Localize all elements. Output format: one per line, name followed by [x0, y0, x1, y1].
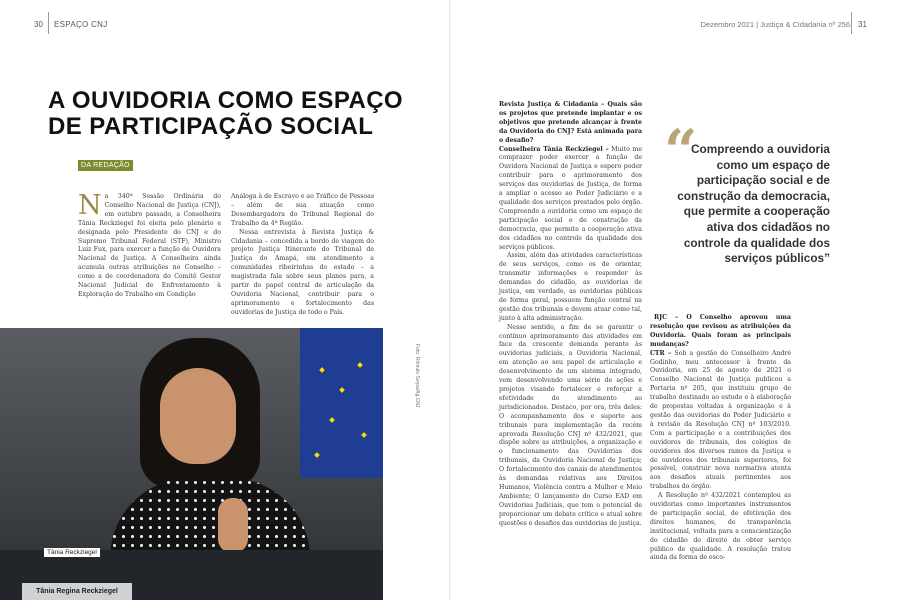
- dropcap: N: [78, 190, 102, 221]
- photo-caption: Tânia Reckziegel: [44, 548, 100, 557]
- answer-1-speaker: Conselheira Tânia Reckziegel –: [499, 145, 609, 153]
- header-divider-right: [851, 12, 852, 34]
- issue-meta: Dezembro 2021 | Justiça & Cidadania nº 256: [700, 20, 850, 29]
- column-1: [78, 190, 221, 300]
- answer-1-paragraph-2: Assim, além das atividades características de seus serviços, como os de orientar, transmitir informações e responder às demandas do cidadão, as ouvidorias de justiça, em verdade, as ouvidorias públicas de forma geral, possuem função central na gestão dos tribunais e devem atuar como tal, junto à alta administração.: [499, 252, 642, 322]
- column-3: [499, 101, 642, 529]
- question-2: RJC – O Conselho aprovou uma resolução que revisou as atribuições da Ouvidoria. Quais foram as principais mudanças?: [650, 314, 791, 348]
- question-1: Revista Justiça & Cidadania – Quais são os projetos que pretende implantar e os objetivos que pretende alcançar à frente da Ouvidoria do CNJ? Está animada para o desafio?: [499, 101, 642, 144]
- header-divider-left: [48, 12, 49, 34]
- article-title: A OUVIDORIA COMO ESPAÇO DE PARTICIPAÇÃO SOCIAL: [48, 87, 403, 140]
- answer-1: Muito me comprazer poder exercer a função de Ouvidora Nacional de Justiça e espero poder contribuir para o aprimoramento dos serviços das ouvidorias de Justiça, de forma a ampliar o acesso ao Poder Judiciário e a qualidade dos serviços prestados pelo órgão. Compreendo a ouvidoria como um espaço de participação social e de construção da democracia, que permite a cooperação ativa dos cidadãos no controle da qualidade dos serviços públicos.: [499, 145, 642, 251]
- answer-1-paragraph-3: Nesse sentido, a fim de se garantir o contínuo aprimoramento das atividades em face da crescente demanda perante às ouvidorias judiciais, a Ouvidoria Nacional, em atenção ao seu papel de articulação e desenvolvimento de um sistema integrado, vem desenvolvendo uma série de ações e projetos visando fortalecer e reforçar a efetividade do atendimento ao jurisdicionados. Destaco, por ora, três deles: O acompanhamento dos e suporte aos tribunais para implementação da recém aprovada Resolução CNJ nº 432/2021, que dispõe sobre as atribuições, a organização e o funcionamento das Ouvidorias dos tribunais, da Ouvidoria Nacional de Justiça; O fortalecimento dos canais de atendimentos às demandas relativas aos Direitos Humanos, Violência contra a Mulher e Meio Ambiente; O lançamento do Curso EAD em Ouvidorias Judiciais, que tem o potencial de proporcionar um debate crítico e atual sobre questões e desafios das ouvidorias de justiça.: [499, 323, 642, 527]
- portrait-photo: [0, 328, 383, 600]
- answer-2-paragraph-2: A Resolução nº 432/2021 contemplou as ouvidorias como importantes instrumentos de participação social, de efetivação dos direitos humanos, de transparência institucional, voltada para a conscientização do cidadão do direito de obter serviço público de qualidade. A resolução tratou ainda da forma de esco-: [650, 492, 791, 562]
- intro-paragraph-end: Análoga à de Escravo e ao Tráfico de Pessoas – além de sua atuação como Desembargadora do Tribunal Regional do Trabalho da 4ª Região.: [231, 193, 374, 227]
- person-face: [160, 368, 236, 464]
- quote-mark-icon: “: [664, 117, 698, 185]
- column-2: [231, 193, 374, 318]
- intro-paragraph: a 340ª Sessão Ordinária do Conselho Nacional de Justiça (CNJ), em outubro passado, a Conselheira Tânia Reckziegel foi eleita pelo plenário e designada pelo Presidente do CNJ e do Supremo Tribunal Federal (STF), Ministro Luiz Fux, para exercer a função de Ouvidora Nacional de Justiça. A Conselheira ainda acumula outras atribuições no Conselho – como a de coordenadora do Comitê Gestor Nacional Judicial de Enfrentamento à Exploração do Trabalho em Condição: [78, 193, 221, 298]
- byline-tag: DA REDAÇÃO: [78, 160, 133, 171]
- right-page-number: 31: [858, 20, 867, 29]
- answer-2: Sob a gestão do Conselheiro André Godinho, meu antecessor à frente da Ouvidoria, em 25 de agosto de 2021 o Conselho Nacional de Justiça publicou a Portaria nº 205, que instituiu grupo de trabalho destinado ao estudo e à elaboração de propostas voltadas à organização e à gestão das ouvidorias do Poder Judiciário e à revisão da Resolução CNJ nº 103/2010. Com a participação e a contribuições dos ouvidores de tribunais, dos colégios de ouvidores dos diversos ramos da Justiça e de ouvidores dos tribunais superiores, foi possível, construir nova normativa atenta aos desafios atuais pertinentes aos trabalhos do órgão.: [650, 349, 792, 491]
- photo-credit: Foto: Rômulo Serpa/Ag.CNJ: [414, 344, 420, 408]
- answer-2-speaker: CTR –: [650, 349, 672, 357]
- interview-context: Nessa entrevista à Revista Justiça & Cidadania – concedida a bordo de viagem do projeto Justiça Itinerante do Tribunal de Justiça do Amapá, em atendimento a comunidades ribeirinhas do estado – a magistrada fala sobre seus planos para, a partir do papel central de articulação da Ouvidoria Nacional, contribuir para o aprimoramento e fortalecimento das ouvidorias de Justiça de todo o País.: [231, 228, 374, 316]
- flag-backdrop: [300, 328, 383, 478]
- section-label: ESPAÇO CNJ: [54, 20, 108, 29]
- person-hand: [218, 498, 248, 553]
- left-page-number: 30: [34, 20, 43, 29]
- page-gutter: [449, 0, 451, 600]
- nameplate: Tânia Regina Reckziegel: [22, 583, 132, 600]
- pull-quote: Compreendo a ouvidoria como um espaço de participação social e de construção da democracia, que permite a cooperação ativa dos cidadãos no controle da qualidade dos serviços públicos”: [677, 142, 830, 266]
- column-4: [650, 314, 791, 563]
